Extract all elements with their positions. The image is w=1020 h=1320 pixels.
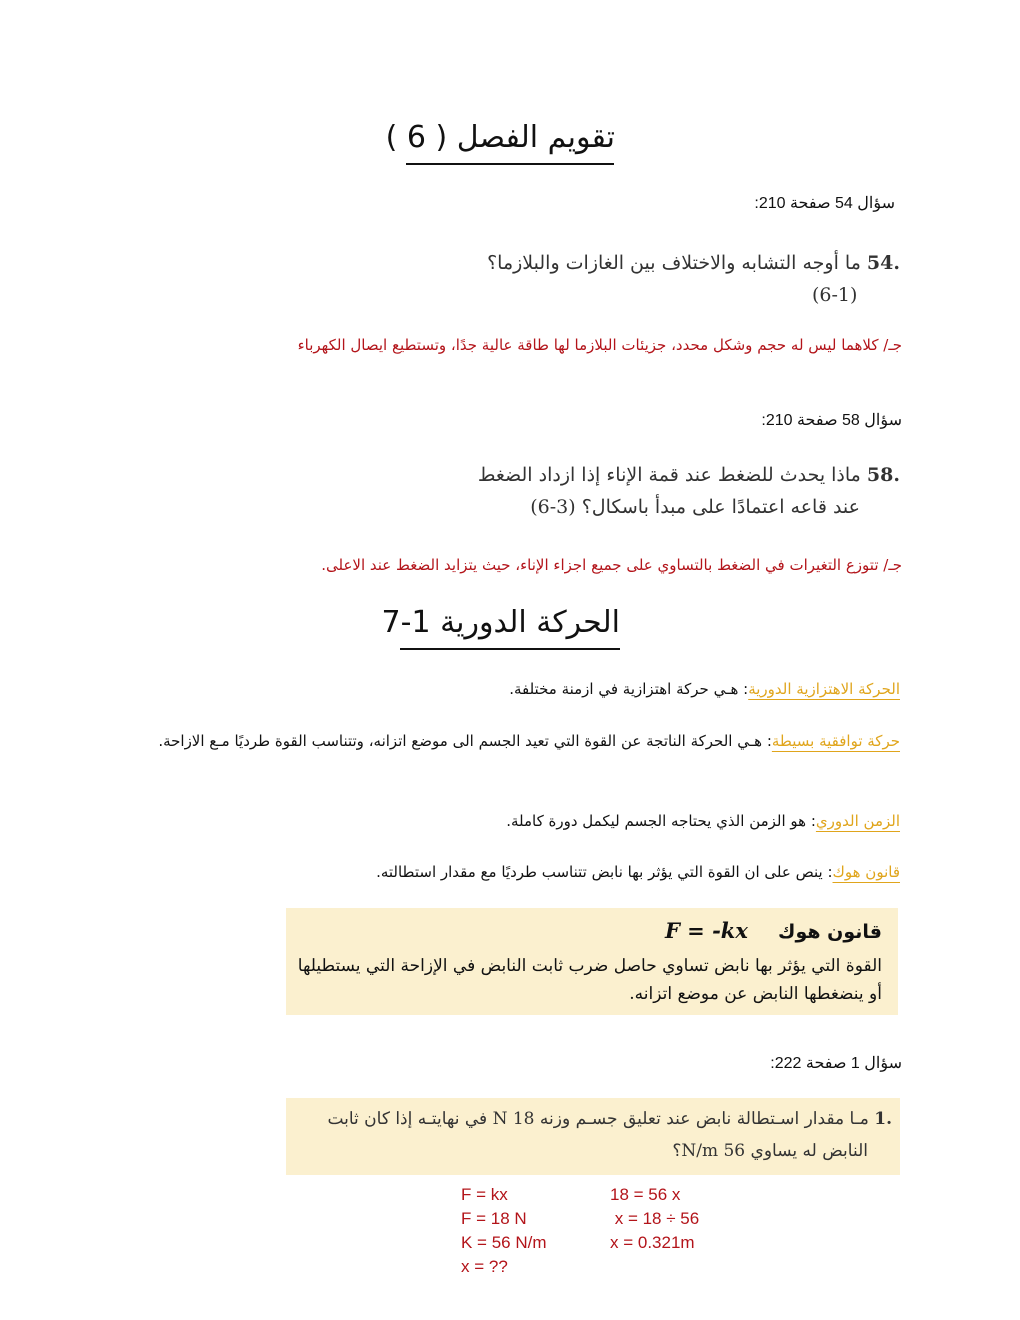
- question-54-text: [487, 246, 900, 280]
- question-1-box: [286, 1098, 900, 1175]
- solution-line: F = 18 N: [461, 1209, 527, 1228]
- term-hookes-law: قانون هوك: [832, 863, 900, 881]
- question-1-ref: سؤال 1 صفحة 222:: [770, 1055, 902, 1072]
- solution-steps: [610, 1183, 699, 1255]
- definition-text: : ينص على ان القوة التي يؤثر بها نابض تتناسب طرديًا مع مقدار استطالته.: [376, 863, 833, 881]
- definition-simple-harmonic: [140, 727, 900, 755]
- question-1-line-2: النابض له يساوي 56 N/m؟: [672, 1141, 868, 1161]
- solution-line: K = 56 N/m: [461, 1233, 547, 1252]
- hookes-law-box-header: [665, 918, 882, 943]
- solution-line: 18 = 56 x: [610, 1185, 681, 1204]
- term-simple-harmonic: حركة توافقية بسيطة: [771, 732, 900, 750]
- term-periodic-oscillation: الحركة الاهتزازية الدورية: [748, 680, 900, 698]
- question-1-number: .1: [874, 1109, 892, 1129]
- definition-periodic-oscillation: [140, 675, 900, 703]
- chapter-review-title-underline: [406, 163, 614, 165]
- hookes-law-box-title: قانون هوك: [778, 921, 882, 943]
- definition-text: : هو الزمن الذي يحتاجه الجسم ليكمل دورة كاملة.: [506, 812, 816, 830]
- solution-given: [461, 1183, 547, 1279]
- question-58-line-2: عند قاعه اعتمادًا على مبدأ باسكال؟ (3-6): [530, 496, 860, 518]
- question-58-text: [478, 458, 900, 492]
- question-54-answer: جـ/ كلاهما ليس له حجم وشكل محدد، جزيئات البلازما لها طاقة عالية جدًا، وتستطيع ايصال الكهرباء: [297, 336, 902, 354]
- section-title: الحركة الدورية 1-7: [381, 605, 620, 640]
- solution-line: x = 0.321m: [610, 1233, 695, 1252]
- question-58-ref: سؤال 58 صفحة 210:: [761, 412, 902, 429]
- question-54-number: .54: [866, 252, 900, 274]
- definition-text: : هـي الحركة الناتجة عن القوة التي تعيد الجسم الى موضع اتزانه، وتتناسب القوة طرديًا مـع الازاحة.: [158, 732, 772, 750]
- definition-period: [140, 807, 900, 835]
- section-title-underline: [400, 648, 620, 650]
- solution-line: x = ??: [461, 1257, 508, 1276]
- question-54-line-1: ما أوجه التشابه والاختلاف بين الغازات والبلازما؟: [487, 252, 861, 274]
- definition-hookes-law: [140, 858, 900, 886]
- question-58-line-1: ماذا يحدث للضغط عند قمة الإناء إذا ازداد الضغط: [477, 464, 861, 486]
- hookes-law-box: [286, 908, 898, 1015]
- question-1-line-1: مـا مقدار اسـتطالة نابض عند تعليق جسـم وزنه 18 N في نهايتـه إذا كان ثابت: [327, 1109, 869, 1129]
- question-1-text: [327, 1104, 892, 1134]
- solution-line: x = 18 ÷ 56: [610, 1209, 700, 1228]
- definition-text: : هـي حركة اهتزازية في ازمنة مختلفة.: [509, 680, 749, 698]
- hookes-law-box-text: القوة التي يؤثر بها نابض تساوي حاصل ضرب ثابت النابض في الإزاحة التي يستطيلها أو ينضغطها النابض عن موضع اتزانه.: [297, 956, 882, 1004]
- hookes-law-formula: F = -kx: [664, 918, 748, 943]
- question-58-answer: جـ/ تتوزع التغيرات في الضغط بالتساوي على جميع اجزاء الإناء، حيث يتزايد الضغط عند الاعلى.: [321, 556, 902, 574]
- question-54-line-2: (6-1): [812, 284, 858, 306]
- question-58-number: .58: [866, 464, 900, 486]
- term-period: الزمن الدوري: [815, 812, 900, 830]
- chapter-review-title: تقويم الفصل ( 6 ): [385, 120, 615, 155]
- question-54-ref: سؤال 54 صفحة 210:: [754, 195, 895, 212]
- solution-line: F = kx: [461, 1185, 508, 1204]
